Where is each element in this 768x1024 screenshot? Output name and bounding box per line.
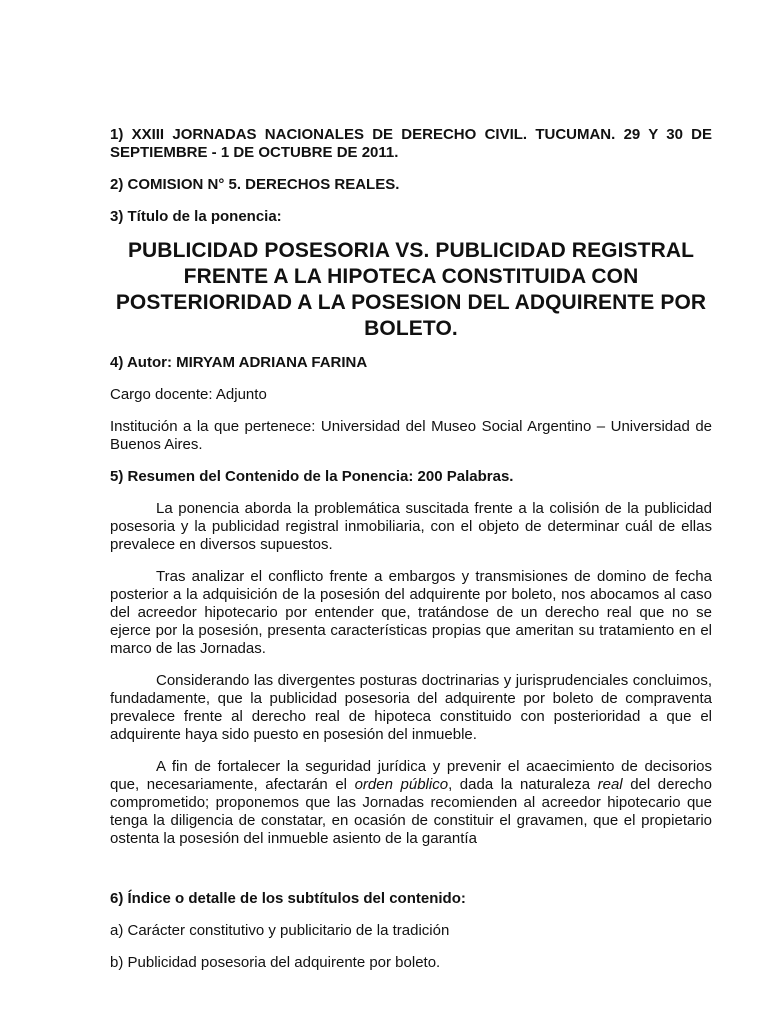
summary-paragraph-2: Tras analizar el conflicto frente a embargos y transmisiones de domino de fecha posterior a la adquisición de la posesión del adquirente por boleto, nos abocamos al caso del acreedor hipotecario por entender que, tratándose de un derecho real que no se ejerce por la posesión, presenta características propias que ameritan su tratamiento en el marco de las Jornadas. <box>110 568 712 657</box>
index-heading: 6) Índice o detalle de los subtítulos del contenido: <box>110 890 466 907</box>
summary-heading: 5) Resumen del Contenido de la Ponencia: 200 Palabras. <box>110 468 514 485</box>
institution-line: Institución a la que pertenece: Universidad del Museo Social Argentino – Universidad de Buenos Aires. <box>110 418 712 453</box>
p4-emphasis-orden-publico: orden público <box>354 776 449 793</box>
cargo-line: Cargo docente: Adjunto <box>110 386 267 403</box>
p4-text-b: , dada la naturaleza <box>448 776 598 793</box>
event-heading: 1) XXIII JORNADAS NACIONALES DE DERECHO CIVIL. TUCUMAN. 29 Y 30 DE SEPTIEMBRE - 1 DE OCTUBRE DE 2011. <box>110 126 712 161</box>
title-label: 3) Título de la ponencia: <box>110 208 282 225</box>
index-item-b: b) Publicidad posesoria del adquirente por boleto. <box>110 954 441 971</box>
summary-paragraph-1: La ponencia aborda la problemática suscitada frente a la colisión de la publicidad posesoria y la publicidad registral inmobiliaria, con el objeto de determinar cuál de ellas prevalece en diversos supuestos. <box>110 500 712 553</box>
document-body <box>110 126 712 986</box>
p4-text-a: A fin de fortalecer la seguridad jurídica y prevenir el acaecimiento de decisorios que, necesariamente, afectarán el <box>110 758 712 793</box>
summary-paragraph-3: Considerando las divergentes posturas doctrinarias y jurisprudenciales concluimos, fundadamente, que la publicidad posesoria del adquirente por boleto de compraventa prevalece frente al derecho real de hipoteca constituido con posterioridad a que el adquirente haya sido puesto en posesión del inmueble. <box>110 672 712 743</box>
index-item-a: a) Carácter constitutivo y publicitario de la tradición <box>110 922 450 939</box>
paper-title: PUBLICIDAD POSESORIA VS. PUBLICIDAD REGISTRAL FRENTE A LA HIPOTECA CONSTITUIDA CON POSTERIORIDAD A LA POSESION DEL ADQUIRENTE POR BOLETO. <box>115 239 707 340</box>
spacer <box>110 862 712 890</box>
p4-emphasis-real: real <box>597 776 623 793</box>
author-line: 4) Autor: MIRYAM ADRIANA FARINA <box>110 354 368 371</box>
commission-heading: 2) COMISION N° 5. DERECHOS REALES. <box>110 176 400 193</box>
p4-text-c: del derecho comprometido; proponemos que las Jornadas recomienden al acreedor hipotecario que tenga la diligencia de constatar, en ocasión de constituir el gravamen, que el propietario ostenta la posesión del inmueble asiento de la garantía <box>110 776 712 847</box>
summary-paragraph-4 <box>110 758 712 848</box>
